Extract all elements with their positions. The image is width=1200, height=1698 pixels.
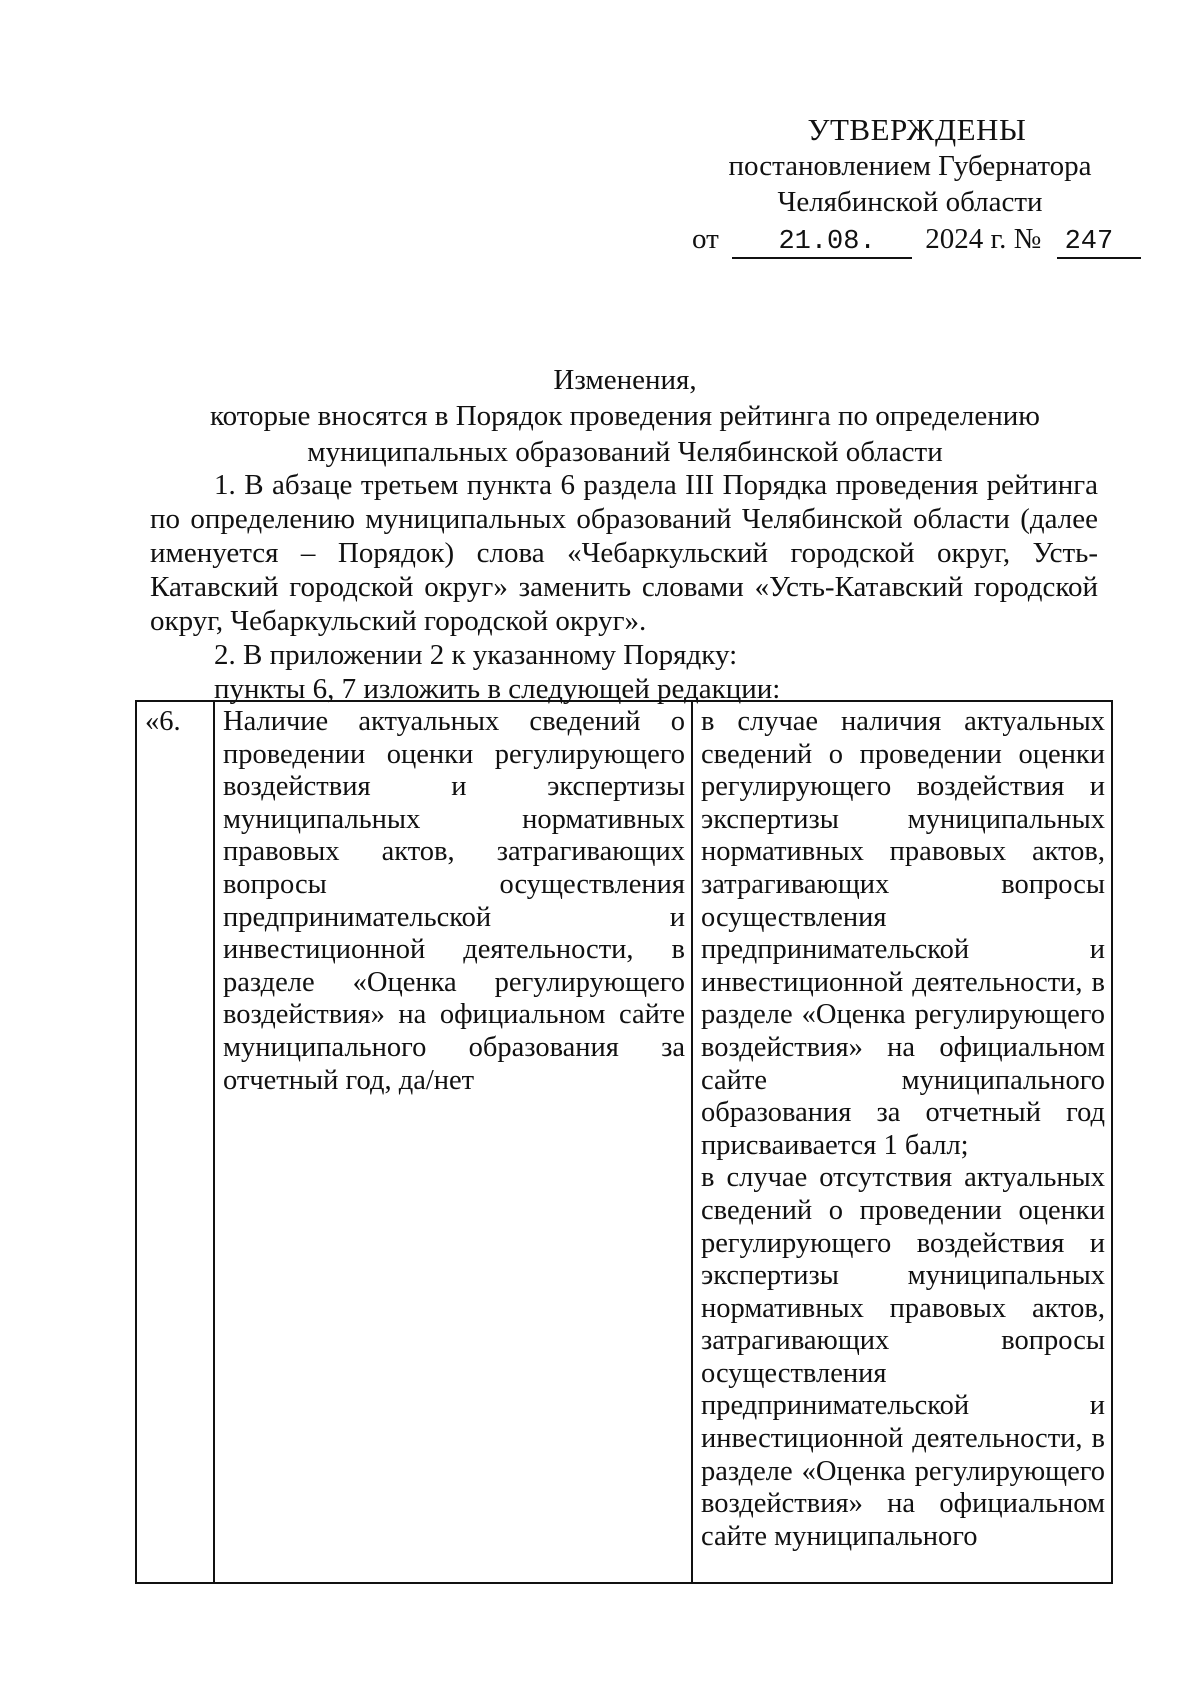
approval-line-1: постановлением Губернатора: [728, 150, 1092, 182]
approval-date-line: [692, 221, 1120, 259]
heading-line-3: муниципальных образований Челябинской области: [307, 436, 943, 468]
table-row: [136, 701, 1112, 1583]
heading-line-1: Изменения,: [553, 364, 697, 396]
criterion-cell: [214, 701, 692, 1583]
approval-date: 21.08.: [732, 227, 912, 259]
approval-number: 247: [1057, 227, 1141, 259]
approval-year: 2024 г. №: [925, 223, 1042, 255]
changes-table: [135, 700, 1113, 1584]
date-prefix: от: [692, 223, 719, 255]
description-cell: [692, 701, 1112, 1583]
description-positive: в случае наличия актуальных сведений о проведении оценки регулирующего воздействия и экспертизы муниципальных нормативных правовых актов, затрагивающих вопросы осуществления предпринимательской и инвестиционной деятельности, в разделе «Оценка регулирующего воздействия» на официальном сайте муниципального образования за отчетный год присваивается 1 балл;: [701, 706, 1105, 1161]
criterion-text-end: отчетный год, да/нет: [223, 1064, 475, 1096]
approval-title: УТВЕРЖДЕНЫ: [807, 112, 1027, 147]
document-body: [150, 468, 1098, 706]
paragraph-2: 2. В приложении 2 к указанному Порядку:: [214, 639, 738, 671]
approval-line-2: Челябинской области: [777, 186, 1043, 218]
heading-line-2: которые вносятся в Порядок проведения рейтинга по определению: [210, 400, 1040, 432]
criterion-text: Наличие актуальных сведений о проведении оценки регулирующего воздействия и экспертизы муниципальных нормативных правовых актов, затрагивающих вопросы осуществления предпринимательской и инвестиционной деятельности, в разделе «Оценка регулирующего воздействия» на официальном сайте муниципального образования за: [223, 706, 685, 1063]
paragraph-3: пункты 6, 7 изложить в следующей редакции:: [214, 673, 781, 705]
document-heading: [150, 362, 1100, 470]
description-negative: в случае отсутствия актуальных сведений о проведении оценки регулирующего воздействия и экспертизы муниципальных нормативных правовых актов, затрагивающих вопросы осуществления предпринимательской и инвестиционной деятельности, в разделе «Оценка регулирующего воздействия» на официальном сайте муниципального: [701, 1162, 1105, 1552]
approval-stamp: [692, 112, 1120, 259]
paragraph-1: 1. В абзаце третьем пункта 6 раздела III Порядка проведения рейтинга по определению муниципальных образований Челябинской области (далее именуется – Порядок) слова «Чебаркульский городской округ, Усть-Катавский городской округ» заменить словами «Усть-Катавский городской округ, Чебаркульский городской округ».: [150, 469, 1098, 637]
row-number-cell: «6.: [136, 701, 214, 1583]
